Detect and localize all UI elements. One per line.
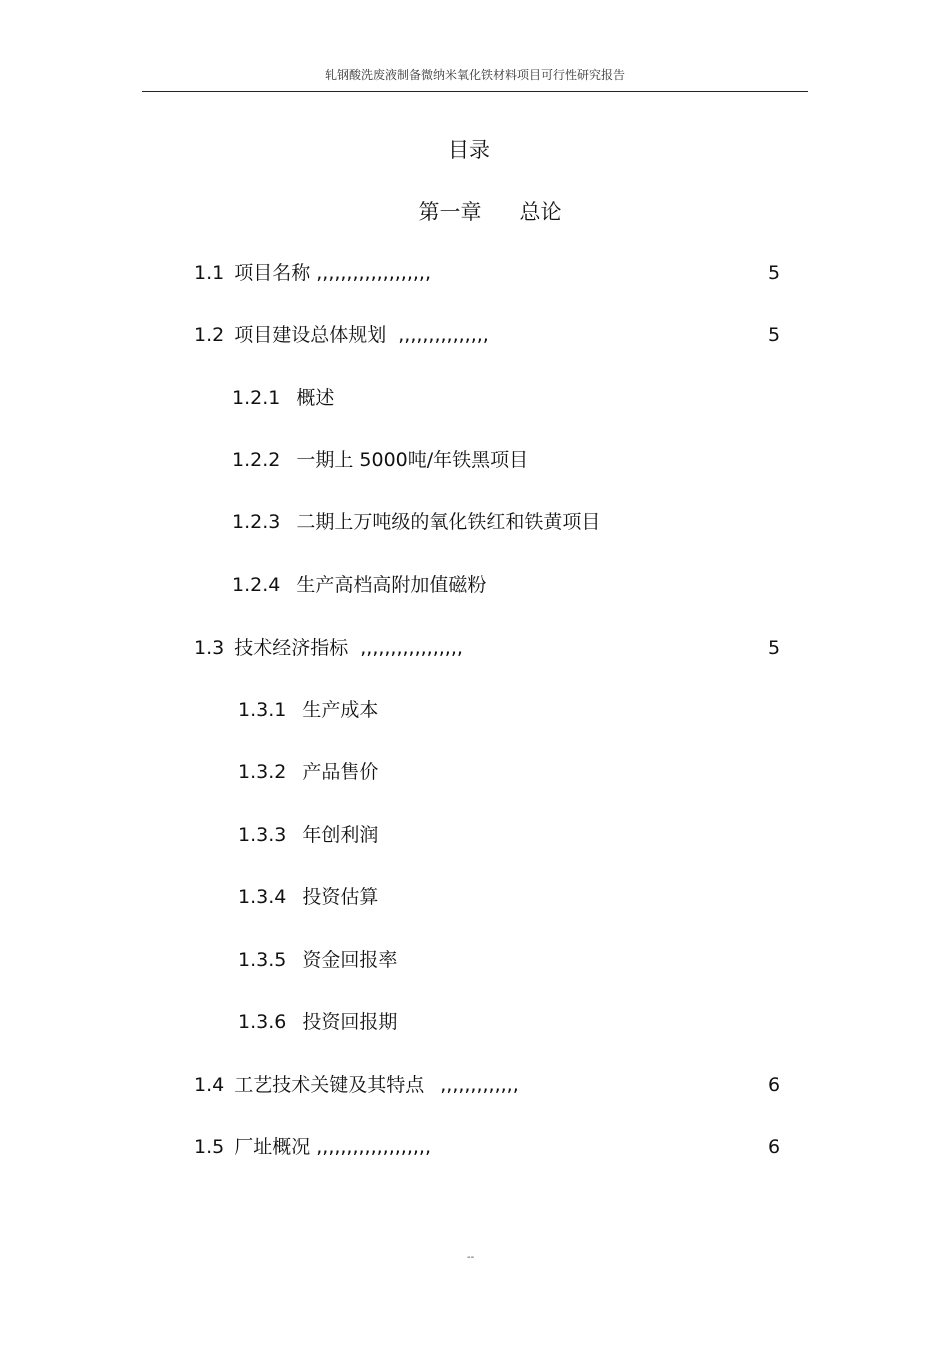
toc-entry-leader: ,,,,,,,,,,,,,,, bbox=[398, 324, 489, 346]
toc-entry-number: 1.3.6 bbox=[238, 1011, 287, 1033]
toc-entry-1-3-5[interactable] bbox=[238, 945, 397, 975]
toc-entry-number: 1.1 bbox=[194, 262, 225, 284]
toc-entry-1-3[interactable] bbox=[194, 633, 463, 663]
toc-entry-text: 年创利润 bbox=[302, 824, 379, 846]
toc-entry-1-3-4[interactable] bbox=[238, 882, 378, 912]
toc-entry-1-2-3[interactable] bbox=[232, 507, 600, 537]
toc-entry-number: 1.5 bbox=[194, 1136, 225, 1158]
toc-entry-text: 生产高档高附加值磁粉 bbox=[296, 574, 487, 596]
toc-entry-text: 一期上 5000吨/年铁黑项目 bbox=[296, 449, 529, 471]
toc-entry-text: 二期上万吨级的氧化铁红和铁黄项目 bbox=[296, 511, 601, 533]
toc-entry-leader: ,,,,,,,,,,,,,,,,,,, bbox=[316, 262, 431, 284]
page-footer-mark: -- bbox=[467, 1252, 475, 1263]
toc-page-number: 5 bbox=[768, 324, 781, 346]
running-header-title: 轧钢酸洗废液制备微纳米氧化铁材料项目可行性研究报告 bbox=[324, 68, 625, 82]
toc-entry-number: 1.2.1 bbox=[232, 387, 281, 409]
toc-entry-1-3-6[interactable] bbox=[238, 1007, 397, 1037]
toc-entry-1-5[interactable] bbox=[194, 1132, 431, 1162]
toc-entry-number: 1.3.2 bbox=[238, 761, 287, 783]
toc-entry-leader: ,,,,,,,,,,,,,,,,,,, bbox=[316, 1136, 431, 1158]
toc-entry-text: 技术经济指标 bbox=[234, 637, 349, 659]
toc-heading: 目录 bbox=[448, 138, 490, 162]
toc-entry-text: 投资回报期 bbox=[302, 1011, 398, 1033]
toc-entry-1-1[interactable] bbox=[194, 258, 431, 288]
toc-entry-text: 工艺技术关键及其特点 bbox=[234, 1074, 425, 1096]
toc-entry-number: 1.3.3 bbox=[238, 824, 287, 846]
toc-entry-text: 投资估算 bbox=[302, 886, 379, 908]
toc-entry-leader: ,,,,,,,,,,,,, bbox=[440, 1074, 519, 1096]
toc-entry-number: 1.2 bbox=[194, 324, 225, 346]
toc-entry-text: 生产成本 bbox=[302, 699, 379, 721]
toc-entry-text: 概述 bbox=[296, 387, 335, 409]
toc-entry-number: 1.2.4 bbox=[232, 574, 281, 596]
toc-entry-text: 项目名称 bbox=[234, 262, 311, 284]
toc-entry-text: 产品售价 bbox=[302, 761, 379, 783]
toc-entry-1-2[interactable] bbox=[194, 320, 489, 350]
chapter-title: 总论 bbox=[519, 200, 562, 224]
toc-entry-number: 1.3 bbox=[194, 637, 225, 659]
toc-entry-1-3-2[interactable] bbox=[238, 757, 378, 787]
toc-entry-1-2-2[interactable] bbox=[232, 445, 528, 475]
chapter-number: 第一章 bbox=[418, 200, 482, 224]
toc-entry-1-2-1[interactable] bbox=[232, 383, 334, 413]
toc-entry-1-2-4[interactable] bbox=[232, 570, 486, 600]
toc-entry-1-4[interactable] bbox=[194, 1070, 519, 1100]
toc-entry-1-3-1[interactable] bbox=[238, 695, 378, 725]
toc-entry-number: 1.4 bbox=[194, 1074, 225, 1096]
toc-entry-number: 1.2.2 bbox=[232, 449, 281, 471]
toc-entry-number: 1.3.1 bbox=[238, 699, 287, 721]
toc-page-number: 5 bbox=[768, 637, 781, 659]
toc-entry-number: 1.3.4 bbox=[238, 886, 287, 908]
toc-page-number: 6 bbox=[768, 1074, 781, 1096]
toc-entry-text: 厂址概况 bbox=[234, 1136, 311, 1158]
toc-entry-number: 1.2.3 bbox=[232, 511, 281, 533]
toc-entry-leader: ,,,,,,,,,,,,,,,,, bbox=[360, 637, 463, 659]
toc-entry-1-3-3[interactable] bbox=[238, 820, 378, 850]
toc-entry-text: 资金回报率 bbox=[302, 949, 398, 971]
toc-page-number: 6 bbox=[768, 1136, 781, 1158]
toc-entry-text: 项目建设总体规划 bbox=[234, 324, 387, 346]
toc-page-number: 5 bbox=[768, 262, 781, 284]
toc-entry-number: 1.3.5 bbox=[238, 949, 287, 971]
